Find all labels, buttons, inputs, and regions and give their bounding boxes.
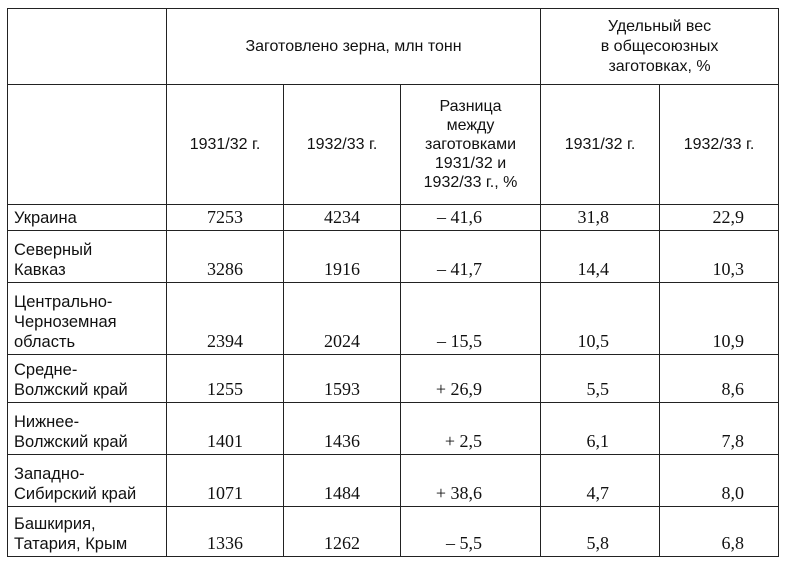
value-1931: 7253 bbox=[167, 205, 284, 231]
value-diff: – 15,5 bbox=[401, 283, 541, 355]
header-corner-cell bbox=[8, 9, 167, 85]
region-line: Западно- bbox=[14, 465, 85, 483]
header-region-cell bbox=[8, 85, 167, 205]
value-diff: – 41,6 bbox=[401, 205, 541, 231]
value-1931: 1255 bbox=[167, 355, 284, 403]
region-cell bbox=[8, 231, 167, 283]
table-row bbox=[8, 455, 779, 507]
value-1931: 3286 bbox=[167, 231, 284, 283]
value-diff: + 26,9 bbox=[401, 355, 541, 403]
table-row bbox=[8, 403, 779, 455]
share-1932: 10,3 bbox=[660, 231, 779, 283]
region-cell bbox=[8, 403, 167, 455]
header-share-year-2: 1932/33 г. bbox=[660, 85, 779, 205]
value-diff: + 2,5 bbox=[401, 403, 541, 455]
region-line: Центрально- bbox=[14, 293, 113, 311]
share-1932: 7,8 bbox=[660, 403, 779, 455]
value-1932: 2024 bbox=[284, 283, 401, 355]
value-1932: 1484 bbox=[284, 455, 401, 507]
value-diff: – 5,5 bbox=[401, 507, 541, 557]
share-1932: 8,6 bbox=[660, 355, 779, 403]
header-diff-line2: между bbox=[446, 117, 495, 134]
header-share-line3: заготовках, % bbox=[608, 57, 711, 75]
share-1932: 22,9 bbox=[660, 205, 779, 231]
region-line: область bbox=[14, 333, 76, 351]
region-cell bbox=[8, 283, 167, 355]
value-diff: – 41,7 bbox=[401, 231, 541, 283]
header-share-year-1: 1931/32 г. bbox=[541, 85, 660, 205]
region-line: Татария, Крым bbox=[14, 535, 128, 553]
header-share-line1: Удельный вес bbox=[607, 17, 712, 35]
region-line: Башкирия, bbox=[14, 515, 96, 533]
value-1932: 4234 bbox=[284, 205, 401, 231]
region-cell bbox=[8, 355, 167, 403]
value-1931: 2394 bbox=[167, 283, 284, 355]
table-row bbox=[8, 205, 779, 231]
table-row bbox=[8, 283, 779, 355]
share-1931: 10,5 bbox=[541, 283, 660, 355]
region-line: Волжский край bbox=[14, 433, 128, 451]
header-diff-line3: заготовками bbox=[425, 136, 517, 153]
grain-procurement-table bbox=[7, 8, 779, 557]
header-share bbox=[541, 9, 779, 85]
share-1931: 5,8 bbox=[541, 507, 660, 557]
share-1932: 10,9 bbox=[660, 283, 779, 355]
share-1932: 6,8 bbox=[660, 507, 779, 557]
region-line: Северный bbox=[14, 241, 93, 259]
header-row-1 bbox=[8, 9, 779, 85]
region-cell bbox=[8, 455, 167, 507]
header-diff-line4: 1931/32 и bbox=[434, 155, 507, 172]
share-1931: 6,1 bbox=[541, 403, 660, 455]
value-1931: 1401 bbox=[167, 403, 284, 455]
value-1931: 1071 bbox=[167, 455, 284, 507]
header-harvested: Заготовлено зерна, млн тонн bbox=[167, 9, 541, 85]
header-diff-line5: 1932/33 г., % bbox=[423, 174, 518, 191]
region-line: Сибирский край bbox=[14, 485, 137, 503]
value-1931: 1336 bbox=[167, 507, 284, 557]
header-share-line2: в общесоюзных bbox=[600, 37, 719, 55]
region-line: Кавказ bbox=[14, 261, 66, 279]
table-row bbox=[8, 507, 779, 557]
region-cell bbox=[8, 507, 167, 557]
share-1931: 14,4 bbox=[541, 231, 660, 283]
share-1931: 4,7 bbox=[541, 455, 660, 507]
region-line: Нижнее- bbox=[14, 413, 80, 431]
header-diff bbox=[401, 85, 541, 205]
value-1932: 1436 bbox=[284, 403, 401, 455]
region-line: Волжский край bbox=[14, 381, 128, 399]
value-1932: 1262 bbox=[284, 507, 401, 557]
region-line: Средне- bbox=[14, 361, 78, 379]
value-diff: + 38,6 bbox=[401, 455, 541, 507]
value-1932: 1593 bbox=[284, 355, 401, 403]
share-1931: 5,5 bbox=[541, 355, 660, 403]
share-1931: 31,8 bbox=[541, 205, 660, 231]
header-year-2: 1932/33 г. bbox=[284, 85, 401, 205]
region-line: Черноземная bbox=[14, 313, 117, 331]
header-year-1: 1931/32 г. bbox=[167, 85, 284, 205]
region-line: Украина bbox=[14, 209, 77, 227]
table-row bbox=[8, 355, 779, 403]
region-cell bbox=[8, 205, 167, 231]
value-1932: 1916 bbox=[284, 231, 401, 283]
header-diff-line1: Разница bbox=[439, 98, 502, 115]
share-1932: 8,0 bbox=[660, 455, 779, 507]
table-row bbox=[8, 231, 779, 283]
header-row-2 bbox=[8, 85, 779, 205]
